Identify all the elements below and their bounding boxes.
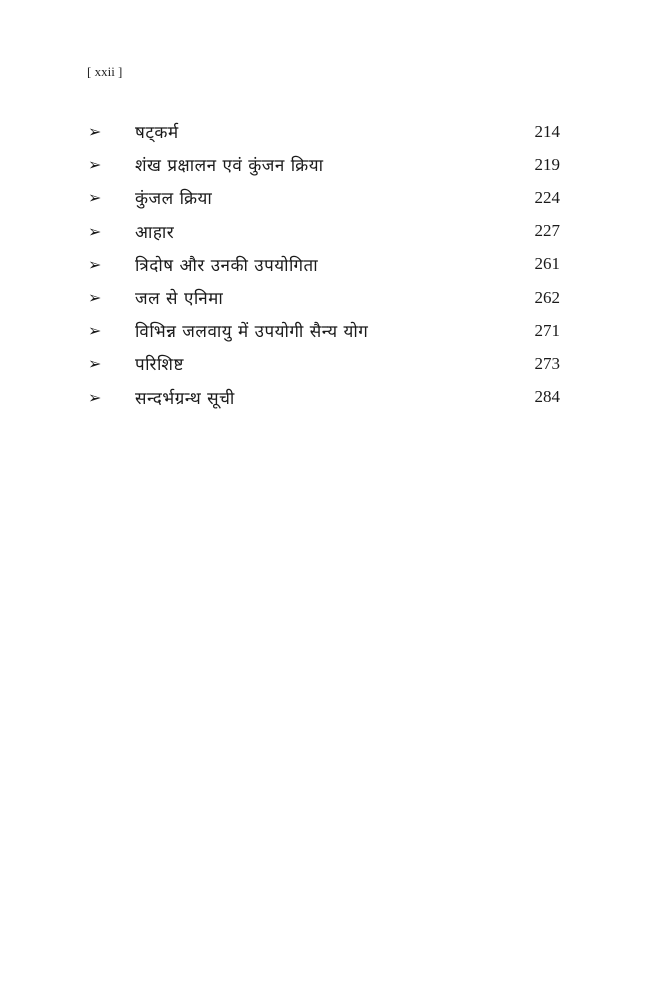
- arrowhead-bullet-icon: ➢: [88, 155, 102, 175]
- toc-entry-title: परिशिष्ट: [135, 355, 184, 376]
- arrowhead-bullet-icon: ➢: [88, 288, 102, 308]
- arrowhead-bullet-icon: ➢: [88, 354, 102, 374]
- toc-entry: [88, 281, 560, 314]
- toc-entry-page: 262: [534, 287, 560, 307]
- toc-entry-page: 227: [534, 221, 560, 241]
- toc-entry-title: कुंजल क्रिया: [135, 189, 213, 210]
- toc-entry-page: 271: [534, 320, 560, 340]
- toc-entry-title: जल से एनिमा: [135, 289, 224, 310]
- toc-entry: [88, 148, 560, 181]
- toc-entry-page: 261: [534, 254, 560, 274]
- toc-entry-page: 219: [534, 154, 560, 174]
- toc-entry-title: षट्कर्म: [135, 123, 179, 144]
- toc-entry-page: 224: [534, 187, 560, 207]
- toc-entry-title: शंख प्रक्षालन एवं कुंजन क्रिया: [135, 156, 324, 177]
- arrowhead-bullet-icon: ➢: [88, 221, 102, 241]
- toc-entry: [88, 181, 560, 214]
- toc-entry: [88, 347, 560, 380]
- arrowhead-bullet-icon: ➢: [88, 387, 102, 407]
- toc-entry: [88, 248, 560, 281]
- arrowhead-bullet-icon: ➢: [88, 254, 102, 274]
- toc-entry-page: 214: [534, 121, 560, 141]
- toc-entry-page: 273: [534, 353, 560, 373]
- page-number-header: [ xxii ]: [87, 64, 123, 79]
- toc-entry: [88, 314, 560, 347]
- toc-entry-title: त्रिदोष और उनकी उपयोगिता: [135, 255, 319, 276]
- arrowhead-bullet-icon: ➢: [88, 321, 102, 341]
- toc-entry-title: सन्दर्भग्रन्थ सूची: [135, 388, 235, 409]
- toc-entry-title: विभिन्न जलवायु में उपयोगी सैन्य योग: [135, 322, 369, 343]
- toc-entry: [88, 115, 560, 148]
- toc-entry: [88, 381, 560, 414]
- arrowhead-bullet-icon: ➢: [88, 188, 102, 208]
- table-of-contents: [88, 115, 560, 414]
- toc-entry-title: आहार: [135, 222, 175, 243]
- toc-entry: [88, 215, 560, 248]
- toc-entry-page: 284: [534, 387, 560, 407]
- arrowhead-bullet-icon: ➢: [88, 122, 102, 142]
